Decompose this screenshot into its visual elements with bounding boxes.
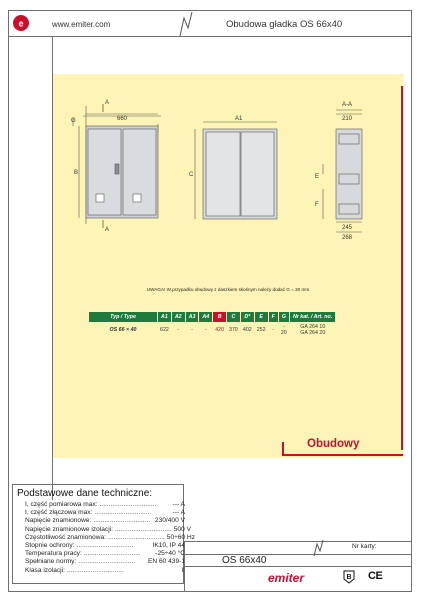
section-top-label: 210 [342,116,353,122]
cell-a2: - [171,323,185,338]
tech-row: Temperatura pracy: ............................... -25÷40 °C [25,550,185,558]
col-header: F [268,312,278,323]
footer-rule-1 [184,541,412,542]
tech-value: 230/400 V [154,517,185,525]
emiter-logo-icon [12,14,30,32]
tech-row: Spełniane normy: ............................... EN 60 439-1 [25,558,185,566]
cell-art-2: GA 264 20 [300,330,326,336]
section-e-label: E [315,174,320,180]
tech-label: I, część pomiarowa max: [25,501,98,508]
footer-rule-2 [184,554,412,555]
front-g-label: G [71,118,76,124]
tech-value: -25÷40 °C [155,550,185,558]
technical-drawing [53,74,403,284]
cell-c: 370 [227,323,241,338]
tech-row: Napięcie znamionowe: ............................... 230/400 V [25,517,185,525]
footer-rule-3 [184,566,412,567]
tech-row: Częstotliwość znamionowa: ............................... 50÷60 Hz [25,533,195,541]
tech-label: Spełniane normy: [25,558,77,566]
front-section-mark-bottom: A [105,227,110,233]
svg-text:e: e [18,18,24,29]
tech-value: --- A [172,501,185,508]
break-line-icon [176,12,194,36]
front-width-label: 660 [117,116,128,122]
technical-rows [25,501,195,575]
side-width-label: A1 [235,116,243,122]
section-view [323,110,362,232]
b-certification-icon [343,570,355,584]
cell-a3: - [185,323,199,338]
cell-f: - [268,323,278,338]
col-header: A3 [185,312,199,323]
cell-g-2: 20 [280,330,287,336]
tech-label: Klasa izolacji: [25,566,65,574]
front-section-mark: A [105,100,110,106]
ce-mark: CE [368,570,383,582]
catalog-number-label: Nr karty: [352,543,377,550]
cell-e: 252 [254,323,268,338]
footer-break-icon [312,540,324,556]
section-f-label: F [315,202,319,208]
cell-a4: - [199,323,213,338]
tech-row: Klasa izolacji: ............................... II [25,566,185,574]
col-header: C [227,312,241,323]
header-url[interactable]: www.emiter.com [52,20,111,29]
cell-art-1: GA 264 10 [300,324,326,330]
tech-value: IK10, IP 44 [152,542,185,550]
front-view [73,104,161,228]
tech-row: I, część złączowa max: ............................... --- A [25,509,185,517]
drawing-note: UWAGA! W przypadku obudowy z daszkiem skośnym należy dodać G = 20 mm [146,287,310,292]
cell-d: 402 [240,323,254,338]
tech-row: I, część pomiarowa max: ............................... --- A [25,501,185,508]
tech-label: Temperatura pracy: [25,550,82,558]
category-label: Obudowy [307,438,360,450]
tech-value: EN 60 439-1 [147,558,185,566]
col-header: A4 [199,312,213,323]
front-height-label: B [74,170,79,176]
header-divider [8,36,412,37]
col-header: Nr kat. / Art. no. [289,312,335,323]
spec-table [88,311,336,337]
cell-g-1: - [282,324,285,330]
footer-model: OS 66x40 [222,555,267,566]
footer-rule-vertical [184,541,185,592]
tech-value: 50÷60 Hz [166,533,195,541]
tech-label: I, część złączowa max: [25,509,93,517]
cell-b: 420 [213,323,227,338]
tech-label: Napięcie znamionowe: [25,517,92,525]
side-view [195,122,277,219]
tech-value: II [181,566,185,574]
section-bottom-label-2: 268 [342,235,353,241]
page-title: Obudowa gładka OS 66x40 [226,19,343,30]
technical-data-box [12,484,195,584]
tech-row: Napięcie znamionowe izolacji: ............................... 500 V [25,525,191,533]
side-height-label: C [189,172,194,178]
tech-label: Stopnie ochrony: [25,542,75,550]
table-row [89,323,336,338]
col-header: B [213,312,227,323]
cell-g [278,323,289,338]
svg-text:B: B [346,574,352,581]
cell-type: OS 66 × 40 [89,323,158,338]
section-bottom-label-1: 245 [342,225,353,231]
tech-label: Częstotliwość znamionowa: [25,533,106,541]
cell-a1: 622 [158,323,172,338]
tech-value: --- A [172,509,185,517]
accent-bar-horizontal [282,454,403,456]
col-header: E [254,312,268,323]
section-title: A-A [342,102,353,108]
cell-art [289,323,335,338]
col-header: A1 [158,312,172,323]
col-header: D* [240,312,254,323]
tech-value: 500 V [173,525,191,533]
tech-label: Napięcie znamionowe izolacji: [25,525,113,533]
footer-logo: emiter [268,571,305,585]
accent-bar-tick [282,442,284,456]
col-header: Typ / Type [89,312,158,323]
spec-table-header-row [89,312,336,323]
tech-row: Stopnie ochrony: ............................... IK10, IP 44 [25,542,185,550]
col-header: G [278,312,289,323]
col-header: A2 [171,312,185,323]
technical-title: Podstawowe dane techniczne: [17,488,153,499]
